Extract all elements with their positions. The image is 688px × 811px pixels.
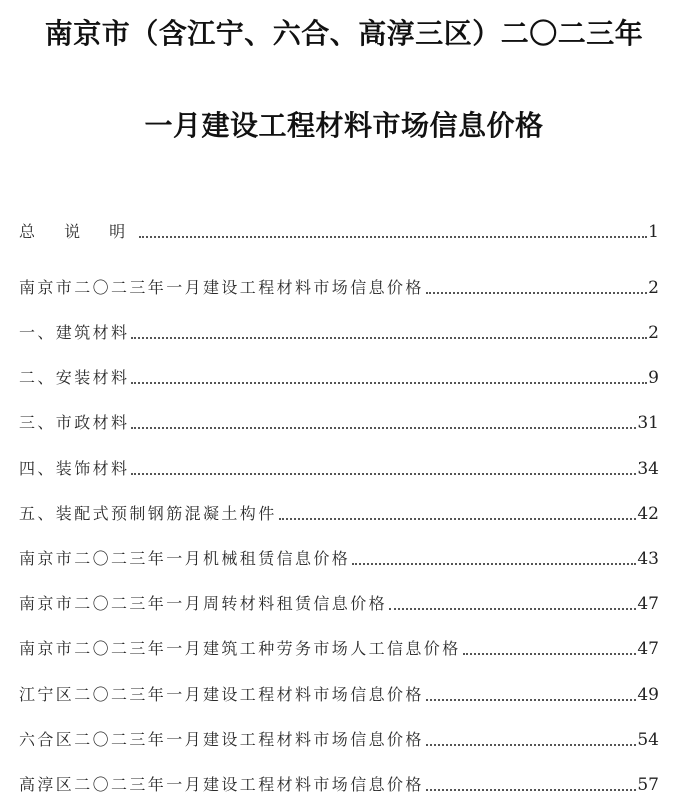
- toc-entry-page-number: 2: [648, 278, 659, 298]
- toc-entry-page-number: 47: [637, 594, 659, 614]
- toc-entry-label: 三、市政材料: [19, 413, 130, 432]
- toc-entry-label: 江宁区二〇二三年一月建设工程材料市场信息价格: [19, 685, 424, 704]
- dot-leader: [131, 382, 647, 384]
- dot-leader: [352, 563, 636, 565]
- toc-entry-label: 五、装配式预制钢筋混凝土构件: [19, 504, 277, 523]
- dot-leader: [279, 518, 637, 520]
- toc-entry[interactable]: [19, 545, 659, 569]
- toc-entry-label: 总 说 明: [19, 222, 138, 241]
- dot-leader: [426, 744, 637, 746]
- toc-entry-page-number: 1: [648, 222, 659, 242]
- toc-entry[interactable]: [19, 771, 659, 795]
- toc-entry[interactable]: [19, 726, 659, 750]
- document-title-line-1: 南京市（含江宁、六合、高淳三区）二〇二三年: [44, 17, 644, 50]
- dot-leader: [131, 427, 636, 429]
- dot-leader: [426, 699, 637, 701]
- toc-entry-page-number: 47: [637, 639, 659, 659]
- toc-entry-page-number: 42: [637, 504, 659, 524]
- toc-entry-page-number: 57: [637, 775, 659, 795]
- toc-entry-label: 南京市二〇二三年一月建设工程材料市场信息价格: [19, 278, 424, 297]
- dot-leader: [389, 608, 636, 610]
- dot-leader: [139, 236, 647, 238]
- toc-entry-page-number: 49: [637, 685, 659, 705]
- toc-entry-page-number: 9: [648, 368, 659, 388]
- toc-entry-label: 六合区二〇二三年一月建设工程材料市场信息价格: [19, 730, 424, 749]
- toc-entry-label: 南京市二〇二三年一月建筑工种劳务市场人工信息价格: [19, 639, 461, 658]
- dot-leader: [463, 653, 637, 655]
- toc-entry[interactable]: [19, 364, 659, 388]
- toc-entry[interactable]: [19, 590, 659, 614]
- toc-entry[interactable]: [19, 455, 659, 479]
- toc-entry-label: 高淳区二〇二三年一月建设工程材料市场信息价格: [19, 775, 424, 794]
- toc-entry-page-number: 2: [648, 323, 659, 343]
- dot-leader: [426, 292, 647, 294]
- toc-entry-label: 二、安装材料: [19, 368, 130, 387]
- toc-entry[interactable]: [19, 319, 659, 343]
- toc-entry-label: 一、建筑材料: [19, 323, 130, 342]
- toc-entry-page-number: 34: [637, 459, 659, 479]
- dot-leader: [131, 473, 636, 475]
- toc-entry[interactable]: [19, 635, 659, 659]
- toc-entry-label: 南京市二〇二三年一月机械租赁信息价格: [19, 549, 351, 568]
- toc-entry-label: 四、装饰材料: [19, 459, 130, 478]
- toc-entry[interactable]: [19, 274, 659, 298]
- toc-entry-page-number: 54: [637, 730, 659, 750]
- toc-entry-page-number: 31: [637, 413, 659, 433]
- toc-entry[interactable]: [19, 681, 659, 705]
- toc-entry[interactable]: [19, 409, 659, 433]
- toc-entry-page-number: 43: [637, 549, 659, 569]
- toc-entry[interactable]: [19, 500, 659, 524]
- dot-leader: [131, 337, 647, 339]
- dot-leader: [426, 789, 637, 791]
- toc-entry-label: 南京市二〇二三年一月周转材料租赁信息价格: [19, 594, 388, 613]
- toc-entry[interactable]: [19, 218, 659, 242]
- document-title-line-2: 一月建设工程材料市场信息价格: [144, 109, 544, 142]
